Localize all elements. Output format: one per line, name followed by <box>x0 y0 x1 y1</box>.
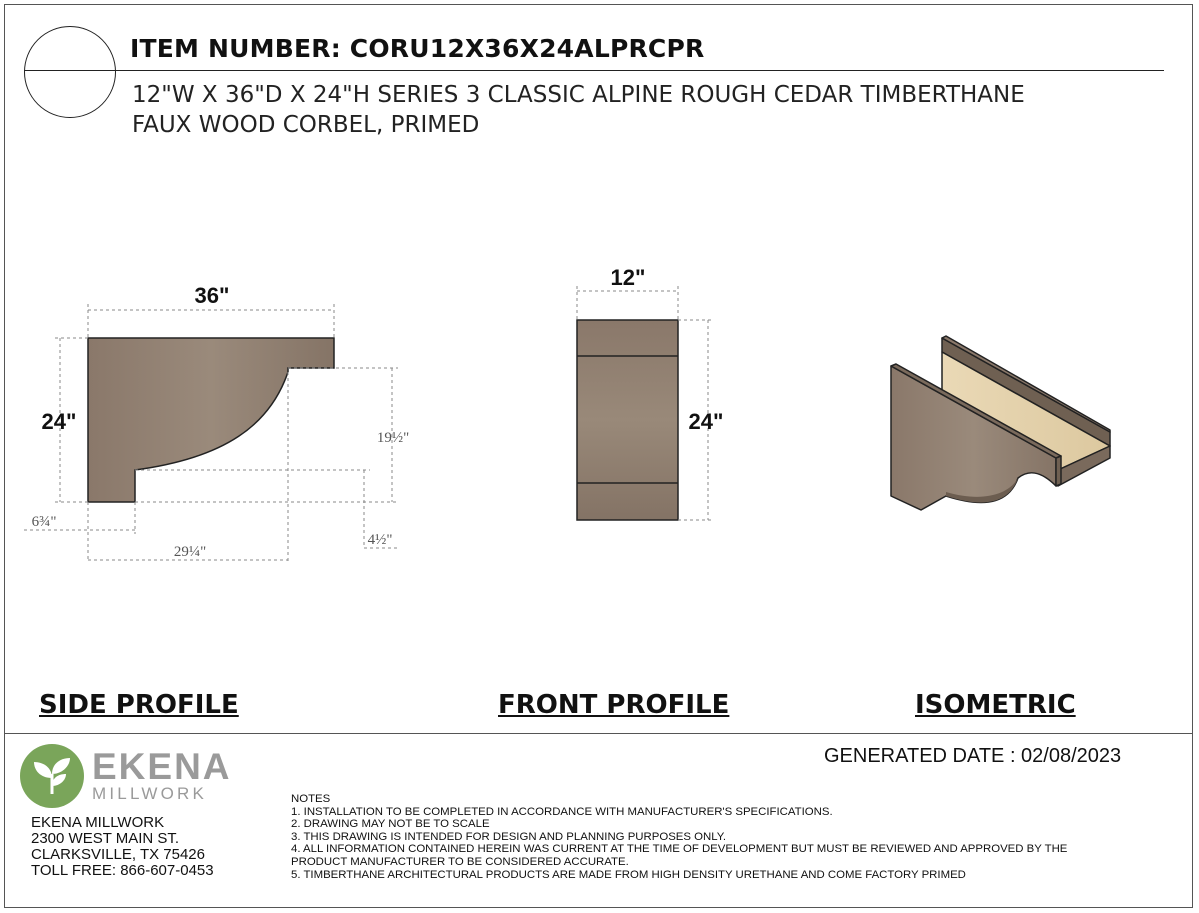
front-dim-height: 24" <box>688 409 724 434</box>
address-line: EKENA MILLWORK <box>31 814 165 831</box>
note-item: 5. TIMBERTHANE ARCHITECTURAL PRODUCTS ARE MADE FROM HIGH DENSITY URETHANE AND COME FACTORY PRIMED <box>291 868 966 881</box>
logo-subtitle: MILLWORK <box>92 784 208 803</box>
side-profile-label: SIDE PROFILE <box>39 690 239 720</box>
note-item: PRODUCT MANUFACTURER TO BE CONSIDERED ACCURATE. <box>291 855 629 868</box>
side-profile-shape <box>88 338 334 502</box>
description-line-2: FAUX WOOD CORBEL, PRIMED <box>132 112 480 138</box>
side-dim-leg-width: 6¾" <box>31 514 57 530</box>
address-line: TOLL FREE: 866-607-0453 <box>31 862 214 879</box>
side-dim-height: 24" <box>41 409 77 434</box>
generated-date: GENERATED DATE : 02/08/2023 <box>824 745 1122 767</box>
side-dim-curve-depth: 29¼" <box>173 544 207 560</box>
company-address <box>31 815 214 879</box>
note-item: 1. INSTALLATION TO BE COMPLETED IN ACCORDANCE WITH MANUFACTURER'S SPECIFICATIONS. <box>291 805 833 818</box>
leaf-icon <box>20 744 84 808</box>
front-profile-drawing <box>577 265 723 520</box>
side-dim-curve-height: 19½" <box>376 430 410 446</box>
front-dim-width: 12" <box>610 265 646 290</box>
note-item: 4. ALL INFORMATION CONTAINED HEREIN WAS CURRENT AT THE TIME OF DEVELOPMENT BUT MUST BE REVIEWED AND APPROVED BY THE <box>291 843 1068 856</box>
logo-leaf-icon <box>20 744 84 808</box>
description-line-1: 12"W X 36"D X 24"H SERIES 3 CLASSIC ALPINE ROUGH CEDAR TIMBERTHANE <box>132 82 1025 108</box>
notes-title: NOTES <box>291 793 331 805</box>
item-number: ITEM NUMBER: CORU12X36X24ALPRCPR <box>130 34 705 63</box>
side-dim-width: 36" <box>194 283 230 308</box>
address-line: 2300 WEST MAIN ST. <box>31 830 180 847</box>
footer-rule <box>4 733 1193 734</box>
logo-name: EKENA <box>92 746 232 787</box>
note-item: 2. DRAWING MAY NOT BE TO SCALE <box>291 818 490 831</box>
front-profile-label: FRONT PROFILE <box>498 690 730 720</box>
side-profile-drawing <box>24 283 409 564</box>
isometric-drawing <box>891 336 1110 510</box>
isometric-label: ISOMETRIC <box>915 690 1076 720</box>
front-profile-shape <box>577 320 678 520</box>
notes-block <box>291 793 1181 881</box>
address-line: CLARKSVILLE, TX 75426 <box>31 846 205 863</box>
side-dim-leg-height: 4½" <box>367 532 393 548</box>
note-item: 3. THIS DRAWING IS INTENDED FOR DESIGN AND PLANNING PURPOSES ONLY. <box>291 830 727 843</box>
